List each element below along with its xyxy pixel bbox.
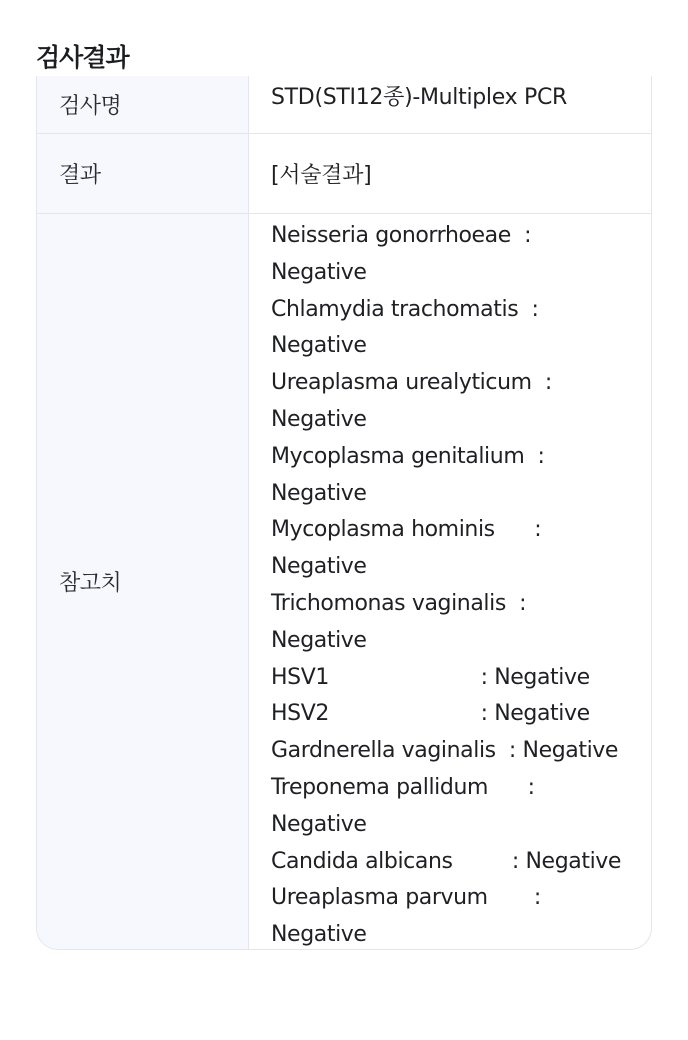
reference-line: Negative bbox=[271, 333, 367, 359]
row-label: 결과 bbox=[37, 134, 249, 213]
reference-line: Ureaplasma parvum : bbox=[271, 885, 541, 911]
reference-list bbox=[271, 218, 651, 950]
reference-line: Ureaplasma urealyticum : bbox=[271, 370, 552, 396]
reference-line: Negative bbox=[271, 811, 367, 837]
reference-line: Gardnerella vaginalis : Negative bbox=[271, 738, 619, 764]
table-row-test-name bbox=[37, 76, 651, 134]
row-label: 참고치 bbox=[37, 214, 249, 949]
reference-line: Negative bbox=[271, 554, 367, 580]
reference-line: Mycoplasma genitalium : bbox=[271, 443, 545, 469]
reference-line: Negative bbox=[271, 259, 367, 285]
reference-line: Negative bbox=[271, 627, 367, 653]
reference-line: Candida albicans : Negative bbox=[271, 848, 622, 874]
reference-line: Trichomonas vaginalis : bbox=[271, 590, 527, 616]
reference-line: Negative bbox=[271, 922, 367, 948]
row-value: STD(STI12종)-Multiplex PCR bbox=[271, 85, 568, 110]
row-value: [서술결과] bbox=[271, 163, 372, 188]
reference-line: Neisseria gonorrhoeae : bbox=[271, 223, 532, 248]
reference-line: Chlamydia trachomatis : bbox=[271, 296, 539, 322]
reference-line: Negative bbox=[271, 480, 367, 506]
row-label: 검사명 bbox=[37, 76, 249, 133]
reference-line: Treponema pallidum : bbox=[271, 774, 535, 800]
reference-line: Negative bbox=[271, 406, 367, 432]
reference-line: HSV2 : Negative bbox=[271, 701, 590, 727]
reference-line: HSV1 : Negative bbox=[271, 664, 590, 690]
result-table bbox=[36, 76, 652, 950]
section-title: 검사결과 bbox=[36, 43, 129, 72]
table-row-reference bbox=[37, 214, 651, 949]
table-row-result bbox=[37, 134, 651, 214]
reference-line: Mycoplasma hominis : bbox=[271, 517, 542, 543]
